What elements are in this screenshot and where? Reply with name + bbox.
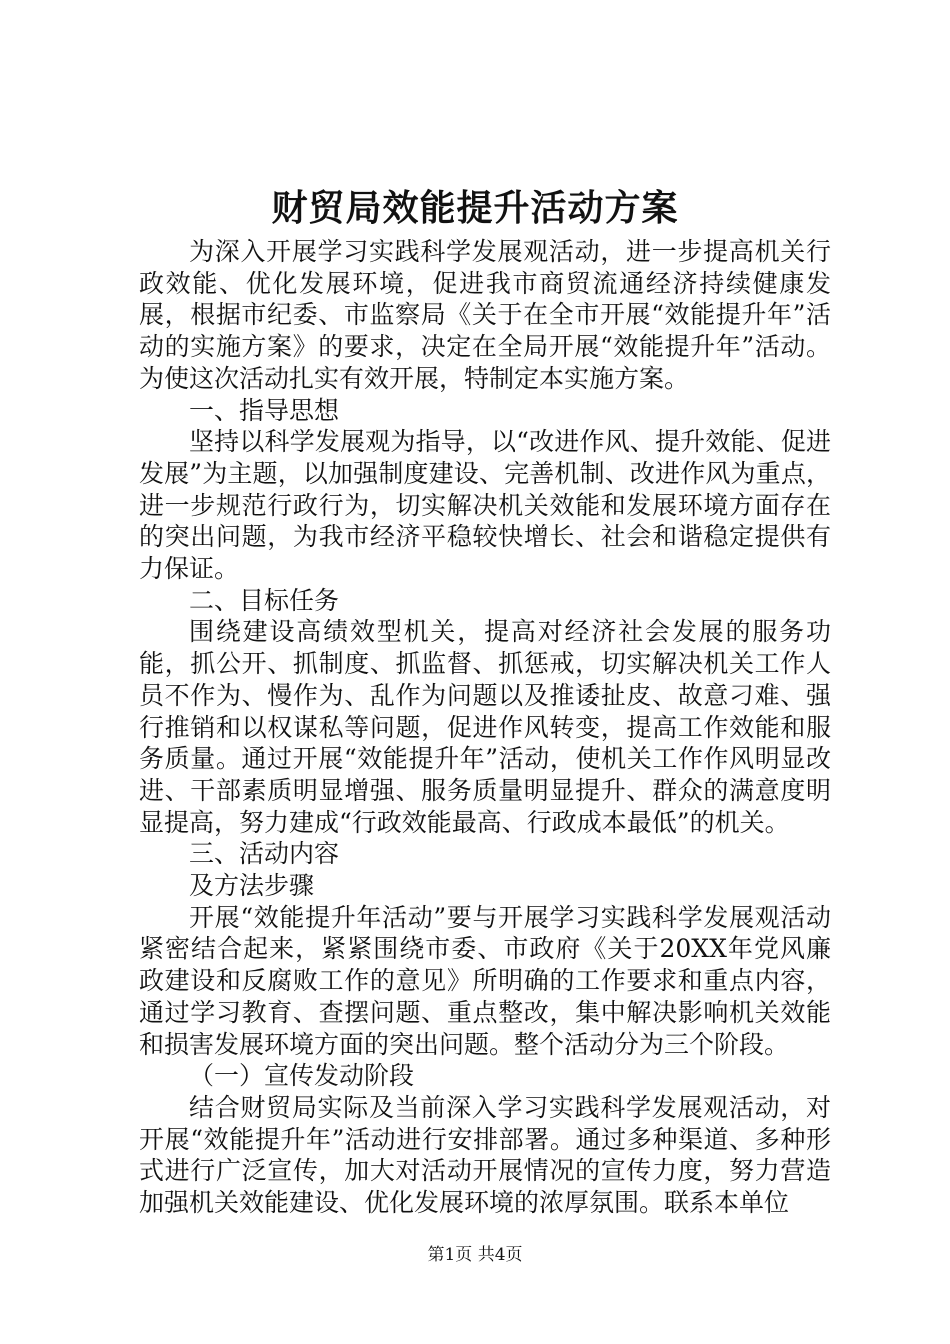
paragraph-intro: 为深入开展学习实践科学发展观活动，进一步提高机关行政效能、优化发展环境，促进我市商贸流通经济持续健康发展，根据市纪委、市监察局《关于在全市开展“效能提升年”活动的实施方案》的要求，决定在全局开展“效能提升年”活动。为使这次活动扎实有效开展，特制定本实施方案。 bbox=[139, 237, 831, 393]
heading-stage-one: （一）宣传发动阶段 bbox=[189, 1061, 415, 1091]
paragraph-stage-one: 结合财贸局实际及当前深入学习实践科学发展观活动，对开展“效能提升年”活动进行安排部署。通过多种渠道、多种形式进行广泛宣传，加大对活动开展情况的宣传力度，努力营造加强机关效能建设、优化发展环境的浓厚氛围。联系本单位 bbox=[139, 1092, 831, 1218]
document-body bbox=[139, 236, 831, 1219]
heading-guiding-thought: 一、指导思想 bbox=[189, 395, 340, 425]
document-title: 财贸局效能提升活动方案 bbox=[271, 187, 679, 229]
paragraph-guiding-thought: 坚持以科学发展观为指导，以“改进作风、提升效能、促进发展”为主题，以加强制度建设、完善机制、改进作风为重点，进一步规范行政行为，切实解决机关效能和发展环境方面存在的突出问题，为我市经济平稳较快增长、社会和谐稳定提供有力保证。 bbox=[139, 427, 831, 584]
heading-method-steps: 及方法步骤 bbox=[189, 871, 315, 901]
page-footer: 第1页 共4页 bbox=[427, 1245, 523, 1265]
paragraph-activity-content: 开展“效能提升年活动”要与开展学习实践科学发展观活动紧密结合起来，紧紧围绕市委、市政府《关于20XX年党风廉政建设和反腐败工作的意见》所明确的工作要求和重点内容，通过学习教育、查摆问题、重点整改，集中解决影响机关效能和损害发展环境方面的突出问题。整个活动分为三个阶段。 bbox=[139, 902, 831, 1059]
paragraph-goals: 围绕建设高绩效型机关，提高对经济社会发展的服务功能，抓公开、抓制度、抓监督、抓惩戒，切实解决机关工作人员不作为、慢作为、乱作为问题以及推诿扯皮、故意刁难、强行推销和以权谋私等问题，促进作风转变，提高工作效能和服务质量。通过开展“效能提升年”活动，使机关工作作风明显改进、干部素质明显增强、服务质量明显提升、群众的满意度明显提高，努力建成“行政效能最高、行政成本最低”的机关。 bbox=[139, 617, 831, 837]
heading-goals: 二、目标任务 bbox=[189, 585, 340, 615]
heading-activity-content: 三、活动内容 bbox=[189, 839, 340, 869]
